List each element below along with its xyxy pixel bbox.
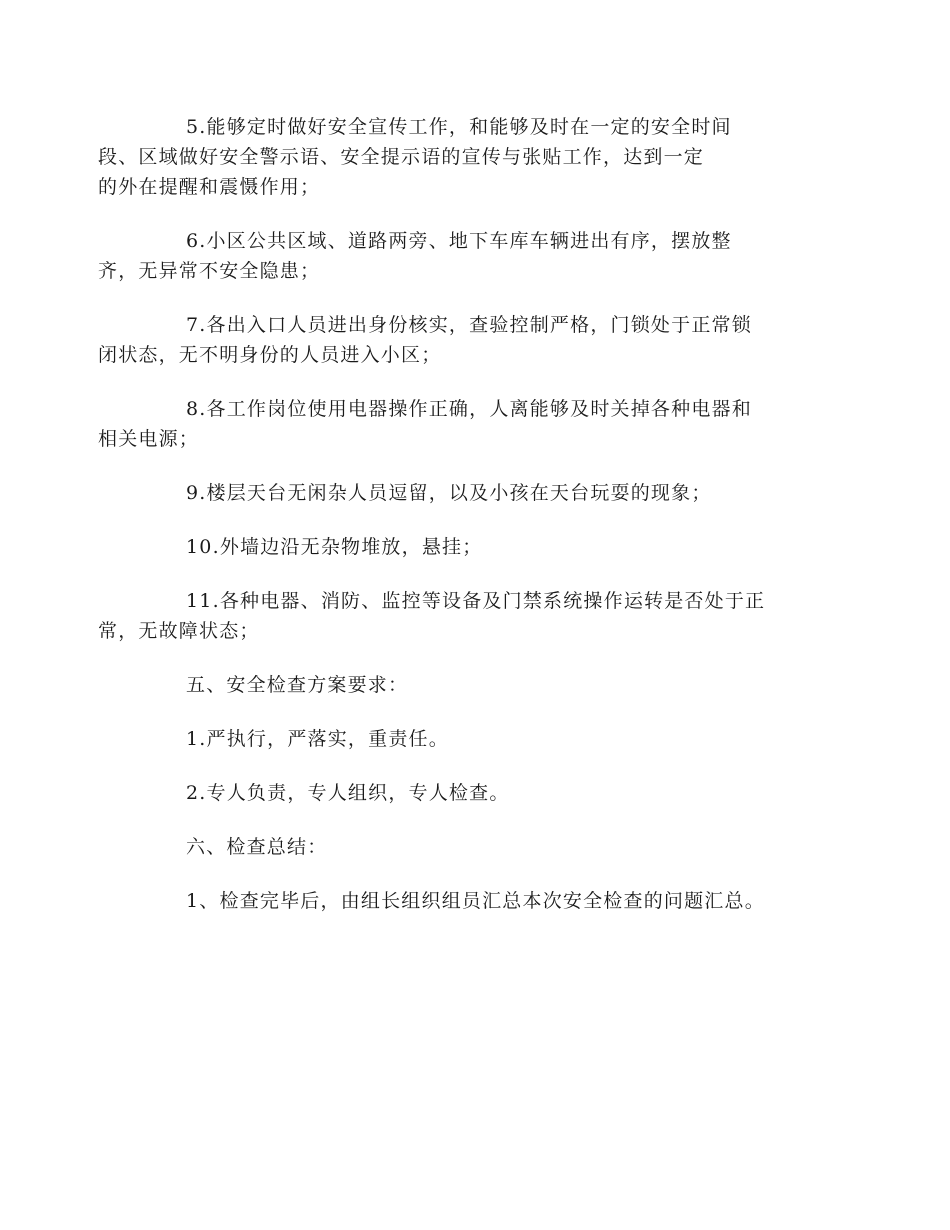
text-line: 1.严执行，严落实，重责任。 — [186, 728, 449, 750]
text-line: 常，无故障状态； — [98, 620, 260, 642]
text-line: 2.专人负责，专人组织，专人检查。 — [186, 782, 510, 804]
requirement-item-1 — [142, 724, 804, 754]
text-line: 六、检查总结： — [186, 836, 328, 858]
paragraph-item-7 — [98, 310, 804, 370]
paragraph-item-11 — [98, 586, 804, 646]
text-line: 相关电源； — [98, 428, 200, 450]
text-line: 8.各工作岗位使用电器操作正确，人离能够及时关掉各种电器和 — [186, 398, 752, 420]
paragraph-item-5 — [98, 112, 804, 202]
text-line: 7.各出入口人员进出身份核实，查验控制严格，门锁处于正常锁 — [186, 314, 752, 336]
paragraph-item-8 — [98, 394, 804, 454]
text-line: 闭状态，无不明身份的人员进入小区； — [98, 344, 442, 366]
text-line: 五、安全检查方案要求： — [186, 674, 409, 696]
text-line: 11.各种电器、消防、监控等设备及门禁系统操作运转是否处于正 — [186, 590, 766, 612]
text-line: 1、检查完毕后，由组长组织组员汇总本次安全检查的问题汇总。 — [186, 890, 765, 912]
text-line: 5.能够定时做好安全宣传工作，和能够及时在一定的安全时间 — [186, 116, 732, 138]
text-line: 9.楼层天台无闲杂人员逗留，以及小孩在天台玩耍的现象； — [186, 482, 712, 504]
section-heading-summary — [142, 832, 804, 862]
section-heading-requirements — [142, 670, 804, 700]
text-line: 齐，无异常不安全隐患； — [98, 260, 321, 282]
paragraph-item-9 — [142, 478, 804, 508]
requirement-item-2 — [142, 778, 804, 808]
paragraph-item-6 — [98, 226, 804, 286]
paragraph-item-10 — [142, 532, 804, 562]
text-line: 10.外墙边沿无杂物堆放，悬挂； — [186, 536, 483, 558]
document-page — [98, 112, 804, 940]
text-line: 6.小区公共区域、道路两旁、地下车库车辆进出有序，摆放整 — [186, 230, 732, 252]
summary-item-1 — [142, 886, 804, 916]
text-line: 段、区域做好安全警示语、安全提示语的宣传与张贴工作，达到一定 — [98, 146, 705, 168]
text-line: 的外在提醒和震慑作用； — [98, 176, 321, 198]
